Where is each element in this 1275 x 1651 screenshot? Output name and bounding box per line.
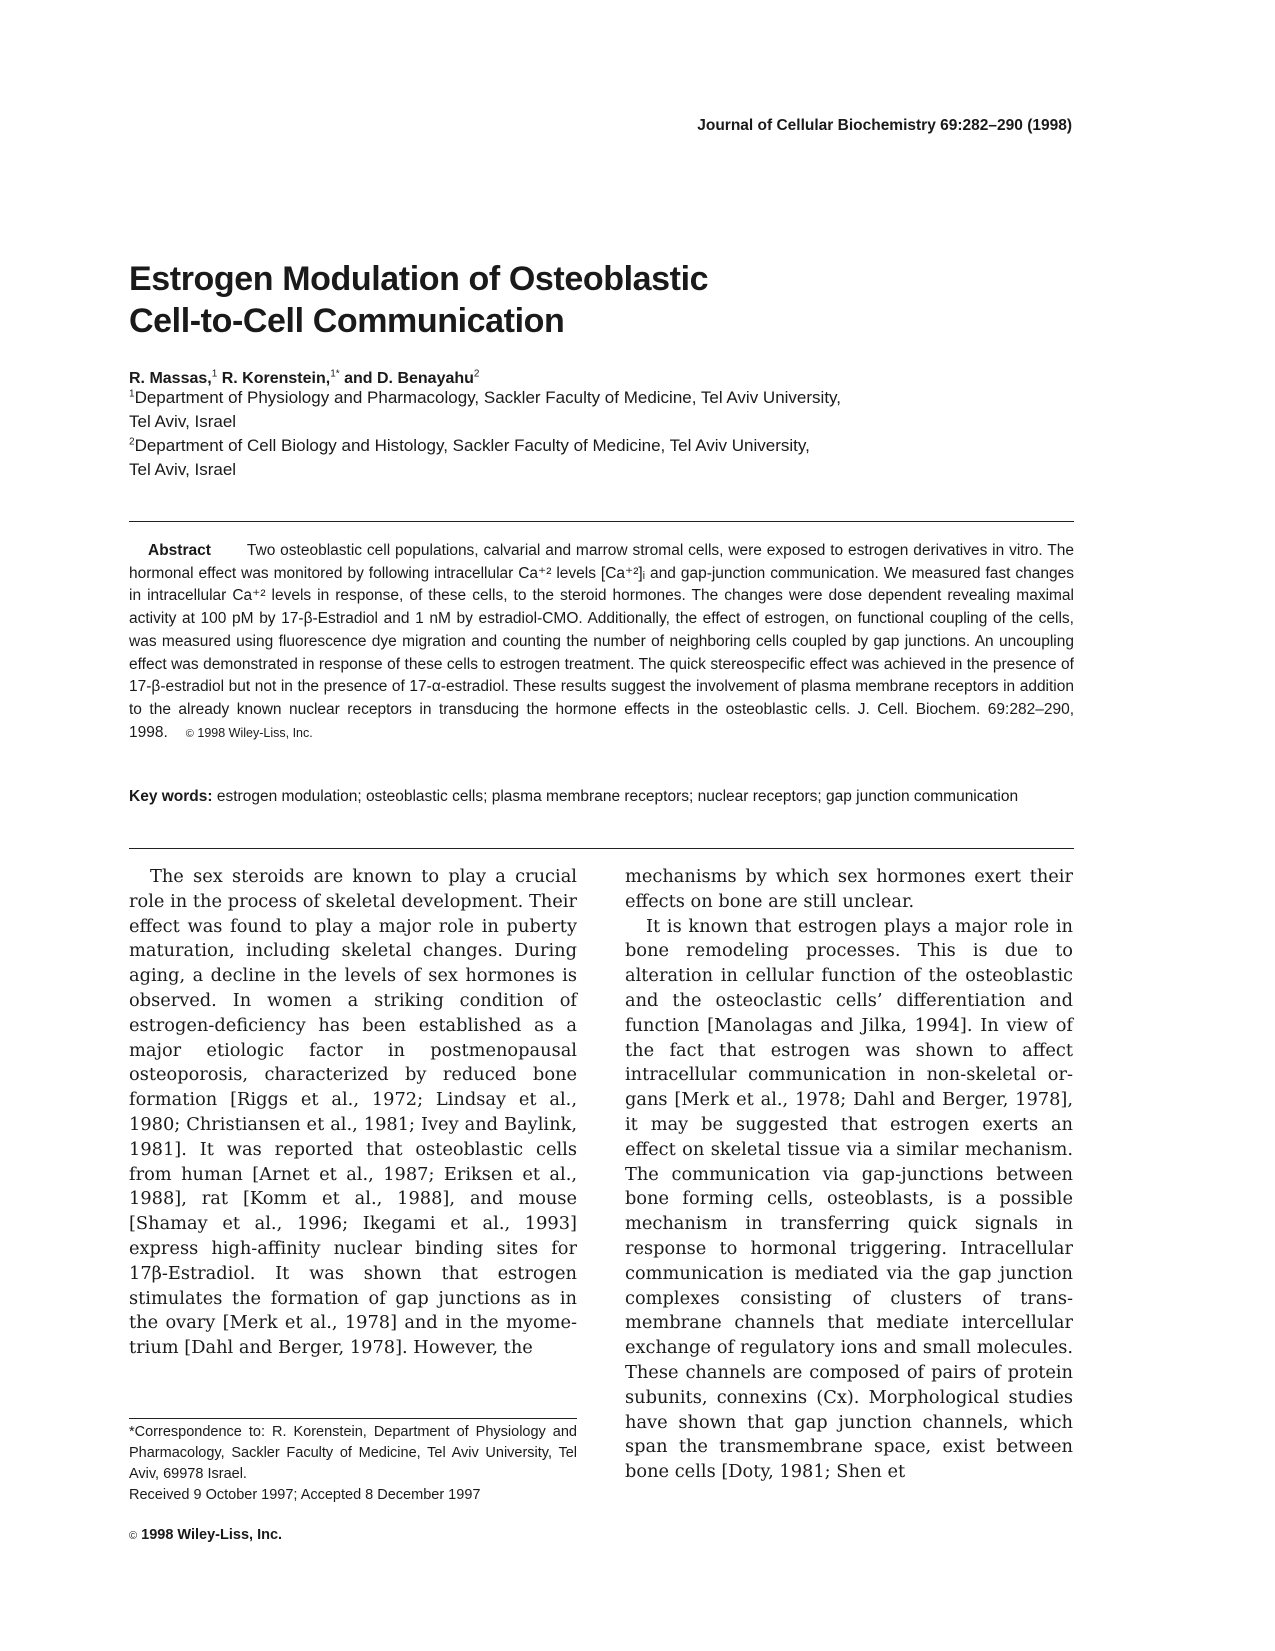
body-column-left <box>129 865 577 1361</box>
paper-title-line-1: Estrogen Modulation of Osteoblastic <box>129 260 709 298</box>
copyright-symbol: © <box>185 727 194 740</box>
correspondence-footnote: *Correspondence to: R. Korenstein, Department of Physiology and Pharmacology, Sackler Faculty of Medicine, Tel Aviv University, Tel Aviv, 69978 Israel. <box>129 1424 577 1482</box>
abstract <box>129 540 1074 745</box>
abstract-bottom-rule <box>129 848 1074 849</box>
publisher-copyright-text: 1998 Wiley-Liss, Inc. <box>141 1527 283 1543</box>
journal-citation: Journal of Cellular Biochemistry 69:282–290 (1998) <box>697 117 1072 134</box>
abstract-copyright <box>186 726 313 740</box>
keywords <box>129 786 1074 807</box>
keywords-label: Key words: <box>129 788 213 805</box>
affiliation-2 <box>129 434 1029 482</box>
affiliation-1-mark: 1 <box>129 388 135 400</box>
affiliation-2-mark: 2 <box>129 436 135 448</box>
affiliation-1-line-1: Department of Physiology and Pharmacology, Sackler Faculty of Medicine, Tel Aviv University, <box>134 388 842 407</box>
copyright-symbol: © <box>129 1530 138 1542</box>
abstract-text: Two osteoblastic cell populations, calvarial and marrow stromal cells, were exposed to estrogen derivatives in vitro. The hormonal effect was monitored by following intracellular Ca⁺² levels [Ca⁺²]ᵢ and gap-junction communication. We measured fast changes in intracellular Ca⁺² levels in response, of these cells, to the steroid hormones. The changes were dose dependent revealing maximal activity at 100 pM by 17-β-Estradiol and 1 nM by estradiol-CMO. Additionally, the effect of estrogen, on functional coupling of the cells, was measured using fluorescence dye migration and counting the number of neighboring cells coupled by gap junctions. An uncoupling effect was demonstrated in response of these cells to estrogen treatment. The quick stereospecific effect was achieved in the presence of 17-β-estradiol but not in the presence of 17-α-estradiol. These results suggest the involvement of plasma membrane receptors in addition to the already known nuclear receptors in transducing the hormone effects in the osteoblastic cells. J. Cell. Biochem. 69:282–290, 1998. <box>129 542 1074 741</box>
keywords-text: estrogen modulation; osteoblastic cells; plasma membrane receptors; nuclear receptors; gap junction communication <box>216 788 1019 805</box>
affiliation-2-line-1: Department of Cell Biology and Histology, Sackler Faculty of Medicine, Tel Aviv University, <box>134 436 810 455</box>
abstract-label: Abstract <box>148 542 211 559</box>
affiliation-1 <box>129 386 1029 434</box>
paper-title <box>129 258 1029 342</box>
paper-title-line-2: Cell-to-Cell Communication <box>129 302 565 340</box>
body-paragraph: mechanisms by which sex hormones exert their effects on bone are still unclear. <box>625 866 1073 912</box>
author-3-affiliation-mark: 2 <box>473 368 480 380</box>
body-paragraph: It is known that estrogen plays a major role in bone remodeling processes. This is due to alteration in cellular function of the osteoblastic and the osteoclastic cells’ differentiation and function [Manolagas and Jilka, 1994]. In view of the fact that estrogen was shown to affect intracellular communication in non-skeletal organs [Merk et al., 1978; Dahl and Berger, 1978], it may be suggested that estrogen exerts an effect on skeletal tissue via a similar mechanism. The communication via gap-junctions between bone forming cells, osteoblasts, is a possible mechanism in transferring quick signals in response to hormonal triggering. Intracellular communication is mediated via the gap junction complexes consisting of clusters of transmembrane channels that mediate intercellular exchange of regulatory ions and small molecules. These channels are composed of pairs of protein subunits, connexins (Cx). Morphological studies have shown that gap junction channels, which span the transmembrane space, exist between bone cells [Doty, 1981; Shen et <box>625 915 1073 1483</box>
author-3: and D. Benayahu <box>344 370 474 387</box>
body-column-right <box>625 865 1073 1485</box>
author-2-affiliation-mark: 1* <box>330 368 340 380</box>
body-paragraph: The sex steroids are known to play a crucial role in the process of skeletal development. Their effect was found to play a major role in puberty maturation, including skeletal changes. During aging, a decline in the levels of sex hormones is observed. In women a striking condition of estrogen-deficiency has been established as a major etiologic factor in postmenopausal osteoporosis, characterized by reduced bone formation [Riggs et al., 1972; Lindsay et al., 1980; Christiansen et al., 1981; Ivey and Baylink, 1981]. It was reported that osteoblastic cells from human [Arnet et al., 1987; Eriksen et al., 1988], rat [Komm et al., 1988], and mouse [Shamay et al., 1996; Ikegami et al., 1993] express high-affinity nuclear binding sites for 17β-Estradiol. It was shown that estrogen stimulates the formation of gap junctions as in the ovary [Merk et al., 1978] and in the myometrium [Dahl and Berger, 1978]. However, the <box>129 866 577 1359</box>
abstract-top-rule <box>129 521 1074 522</box>
author-1-affiliation-mark: 1 <box>211 368 218 380</box>
footnote-rule <box>129 1418 577 1419</box>
received-dates: Received 9 October 1997; Accepted 8 December 1997 <box>129 1487 481 1503</box>
author-1: R. Massas, <box>129 370 212 387</box>
publisher-copyright <box>129 1527 282 1543</box>
affiliation-1-line-2: Tel Aviv, Israel <box>129 412 237 431</box>
author-2: R. Korenstein, <box>221 370 331 387</box>
affiliation-2-line-2: Tel Aviv, Israel <box>129 460 237 479</box>
abstract-copyright-text: 1998 Wiley-Liss, Inc. <box>197 725 313 740</box>
